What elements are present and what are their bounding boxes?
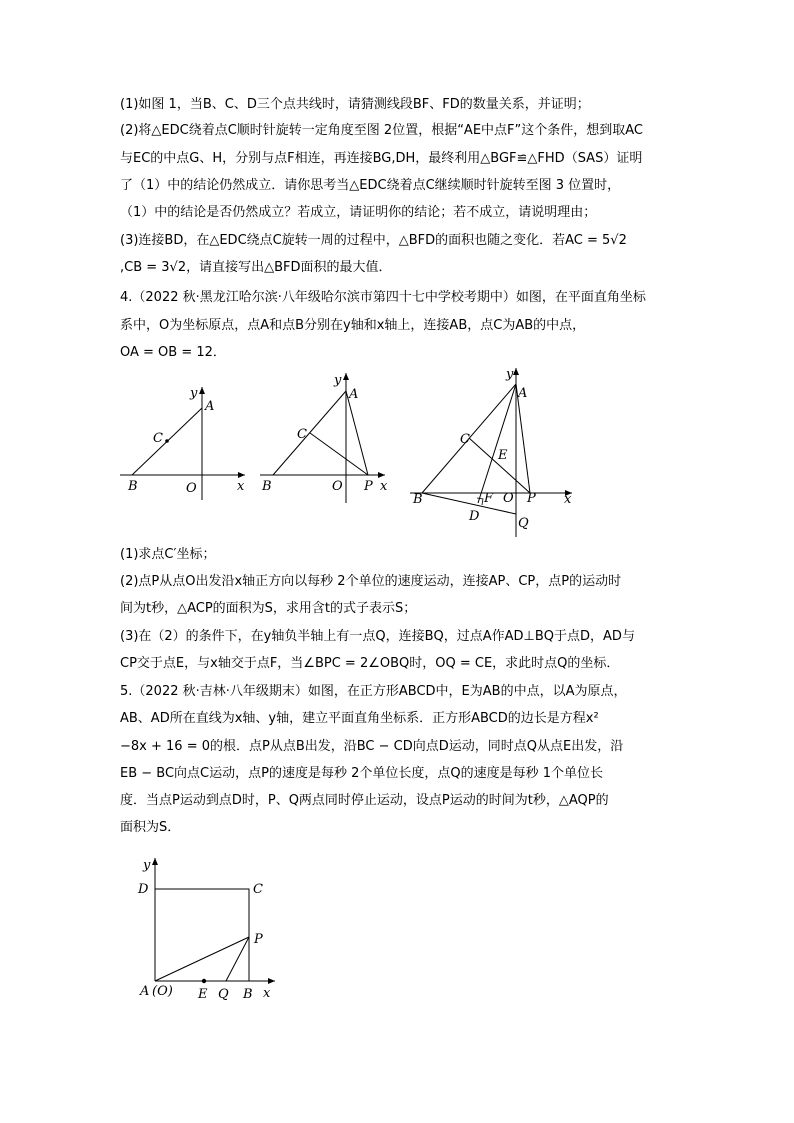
label-x: x (380, 479, 388, 494)
text-line: 间为t秒，△ACP的面积为S，求用含t的式子表示S； (120, 601, 417, 616)
text-line: (1)求点C′坐标； (120, 547, 216, 562)
label-C: C (253, 882, 263, 897)
figure-3 (405, 362, 580, 542)
text-line: ,CB = 3√2，请直接写出△BFD面积的最大值． (120, 260, 392, 275)
text-line: （1）中的结论是否仍然成立？若成立，请证明你的结论；若不成立，请说明理由； (120, 205, 597, 220)
text-line: −8x + 16 = 0的根．点P从点B出发，沿BC − CD向点D运动，同时点Q从点E出发，沿 (120, 739, 624, 754)
text-line: 度．当点P运动到点D时，P、Q两点同时停止运动，设点P运动的时间为t秒，△AQP的 (120, 793, 609, 808)
label-B: B (243, 987, 253, 1002)
text-line: 了（1）中的结论仍然成立．请你思考当△EDC绕着点C继续顺时针旋转至图 3 位置时， (120, 178, 621, 193)
label-E: E (198, 987, 208, 1002)
label-B: B (413, 492, 423, 507)
label-P: P (364, 479, 373, 494)
text-line: (2)将△EDC绕着点C顺时针旋转一定角度至图 2位置，根据“AE中点F”这个条件，想到取AC (120, 123, 643, 138)
text-line: CP交于点E，与x轴交于点F，当∠BPC = 2∠OBQ时，OQ = CE，求此时点Q的坐标． (120, 656, 620, 671)
label-y: y (143, 858, 151, 873)
label-y: y (506, 367, 514, 382)
label-C: C (153, 431, 163, 446)
label-O-paren: (O) (152, 984, 173, 999)
label-D: D (138, 882, 149, 897)
label-B: B (262, 479, 272, 494)
label-y: y (190, 386, 198, 401)
label-y: y (334, 373, 342, 388)
label-Q: Q (218, 987, 229, 1002)
label-B: B (128, 479, 138, 494)
label-D: D (469, 509, 480, 524)
label-x: x (564, 492, 572, 507)
label-F: F (484, 491, 494, 506)
label-C: C (460, 432, 470, 447)
label-A: A (140, 984, 150, 999)
figure-4 (125, 852, 285, 1004)
label-A: A (518, 386, 528, 401)
text-line: EB − BC向点C运动，点P的速度是每秒 2个单位长度，点Q的速度是每秒 1个单位长 (120, 766, 604, 781)
text-line: (1)如图 1，当B、C、D三个点共线时，请猜测线段BF、FD的数量关系，并证明； (120, 97, 590, 112)
text-line: 系中，O为坐标原点，点A和点B分别在y轴和x轴上，连接AB，点C为AB的中点， (120, 318, 586, 333)
label-A: A (205, 399, 215, 414)
figure-1 (115, 380, 255, 505)
text-line: OA = OB = 12． (120, 345, 226, 360)
problem-5-header: 5.（2022 秋·吉林·八年级期末）如图，在正方形ABCD中，E为AB的中点，以A为原点， (120, 684, 627, 699)
text-line: (3)连接BD，在△EDC绕点C旋转一周的过程中，△BFD的面积也随之变化．若AC = 5√2 (120, 233, 627, 248)
text-line: (2)点P从点O出发沿x轴正方向以每秒 2个单位的速度运动，连接AP、CP，点P的运动时 (120, 574, 622, 589)
label-E: E (498, 448, 508, 463)
figure-2 (255, 368, 395, 508)
label-O: O (186, 481, 197, 496)
label-C: C (297, 427, 307, 442)
label-P: P (254, 932, 263, 947)
problem-4-header: 4.（2022 秋·黑龙江哈尔滨·八年级哈尔滨市第四十七中学校考期中）如图，在平面直角坐标 (120, 290, 646, 305)
label-Q: Q (518, 516, 529, 531)
text-line: 面积为S． (120, 820, 181, 835)
text-line: 与EC的中点G、H，分别与点F相连，再连接BG,DH，最终利用△BGF≌△FHD（SAS）证明 (120, 151, 643, 166)
label-A: A (349, 387, 359, 402)
label-x: x (237, 479, 245, 494)
text-line: (3)在（2）的条件下，在y轴负半轴上有一点Q，连接BQ，过点A作AD⊥BQ于点D，AD与 (120, 629, 635, 644)
label-x: x (263, 986, 271, 1001)
text-line: AB、AD所在直线为x轴、y轴，建立平面直角坐标系．正方形ABCD的边长是方程x² (120, 711, 599, 726)
label-O: O (332, 479, 343, 494)
label-O: O (503, 491, 514, 506)
label-P: P (527, 491, 536, 506)
